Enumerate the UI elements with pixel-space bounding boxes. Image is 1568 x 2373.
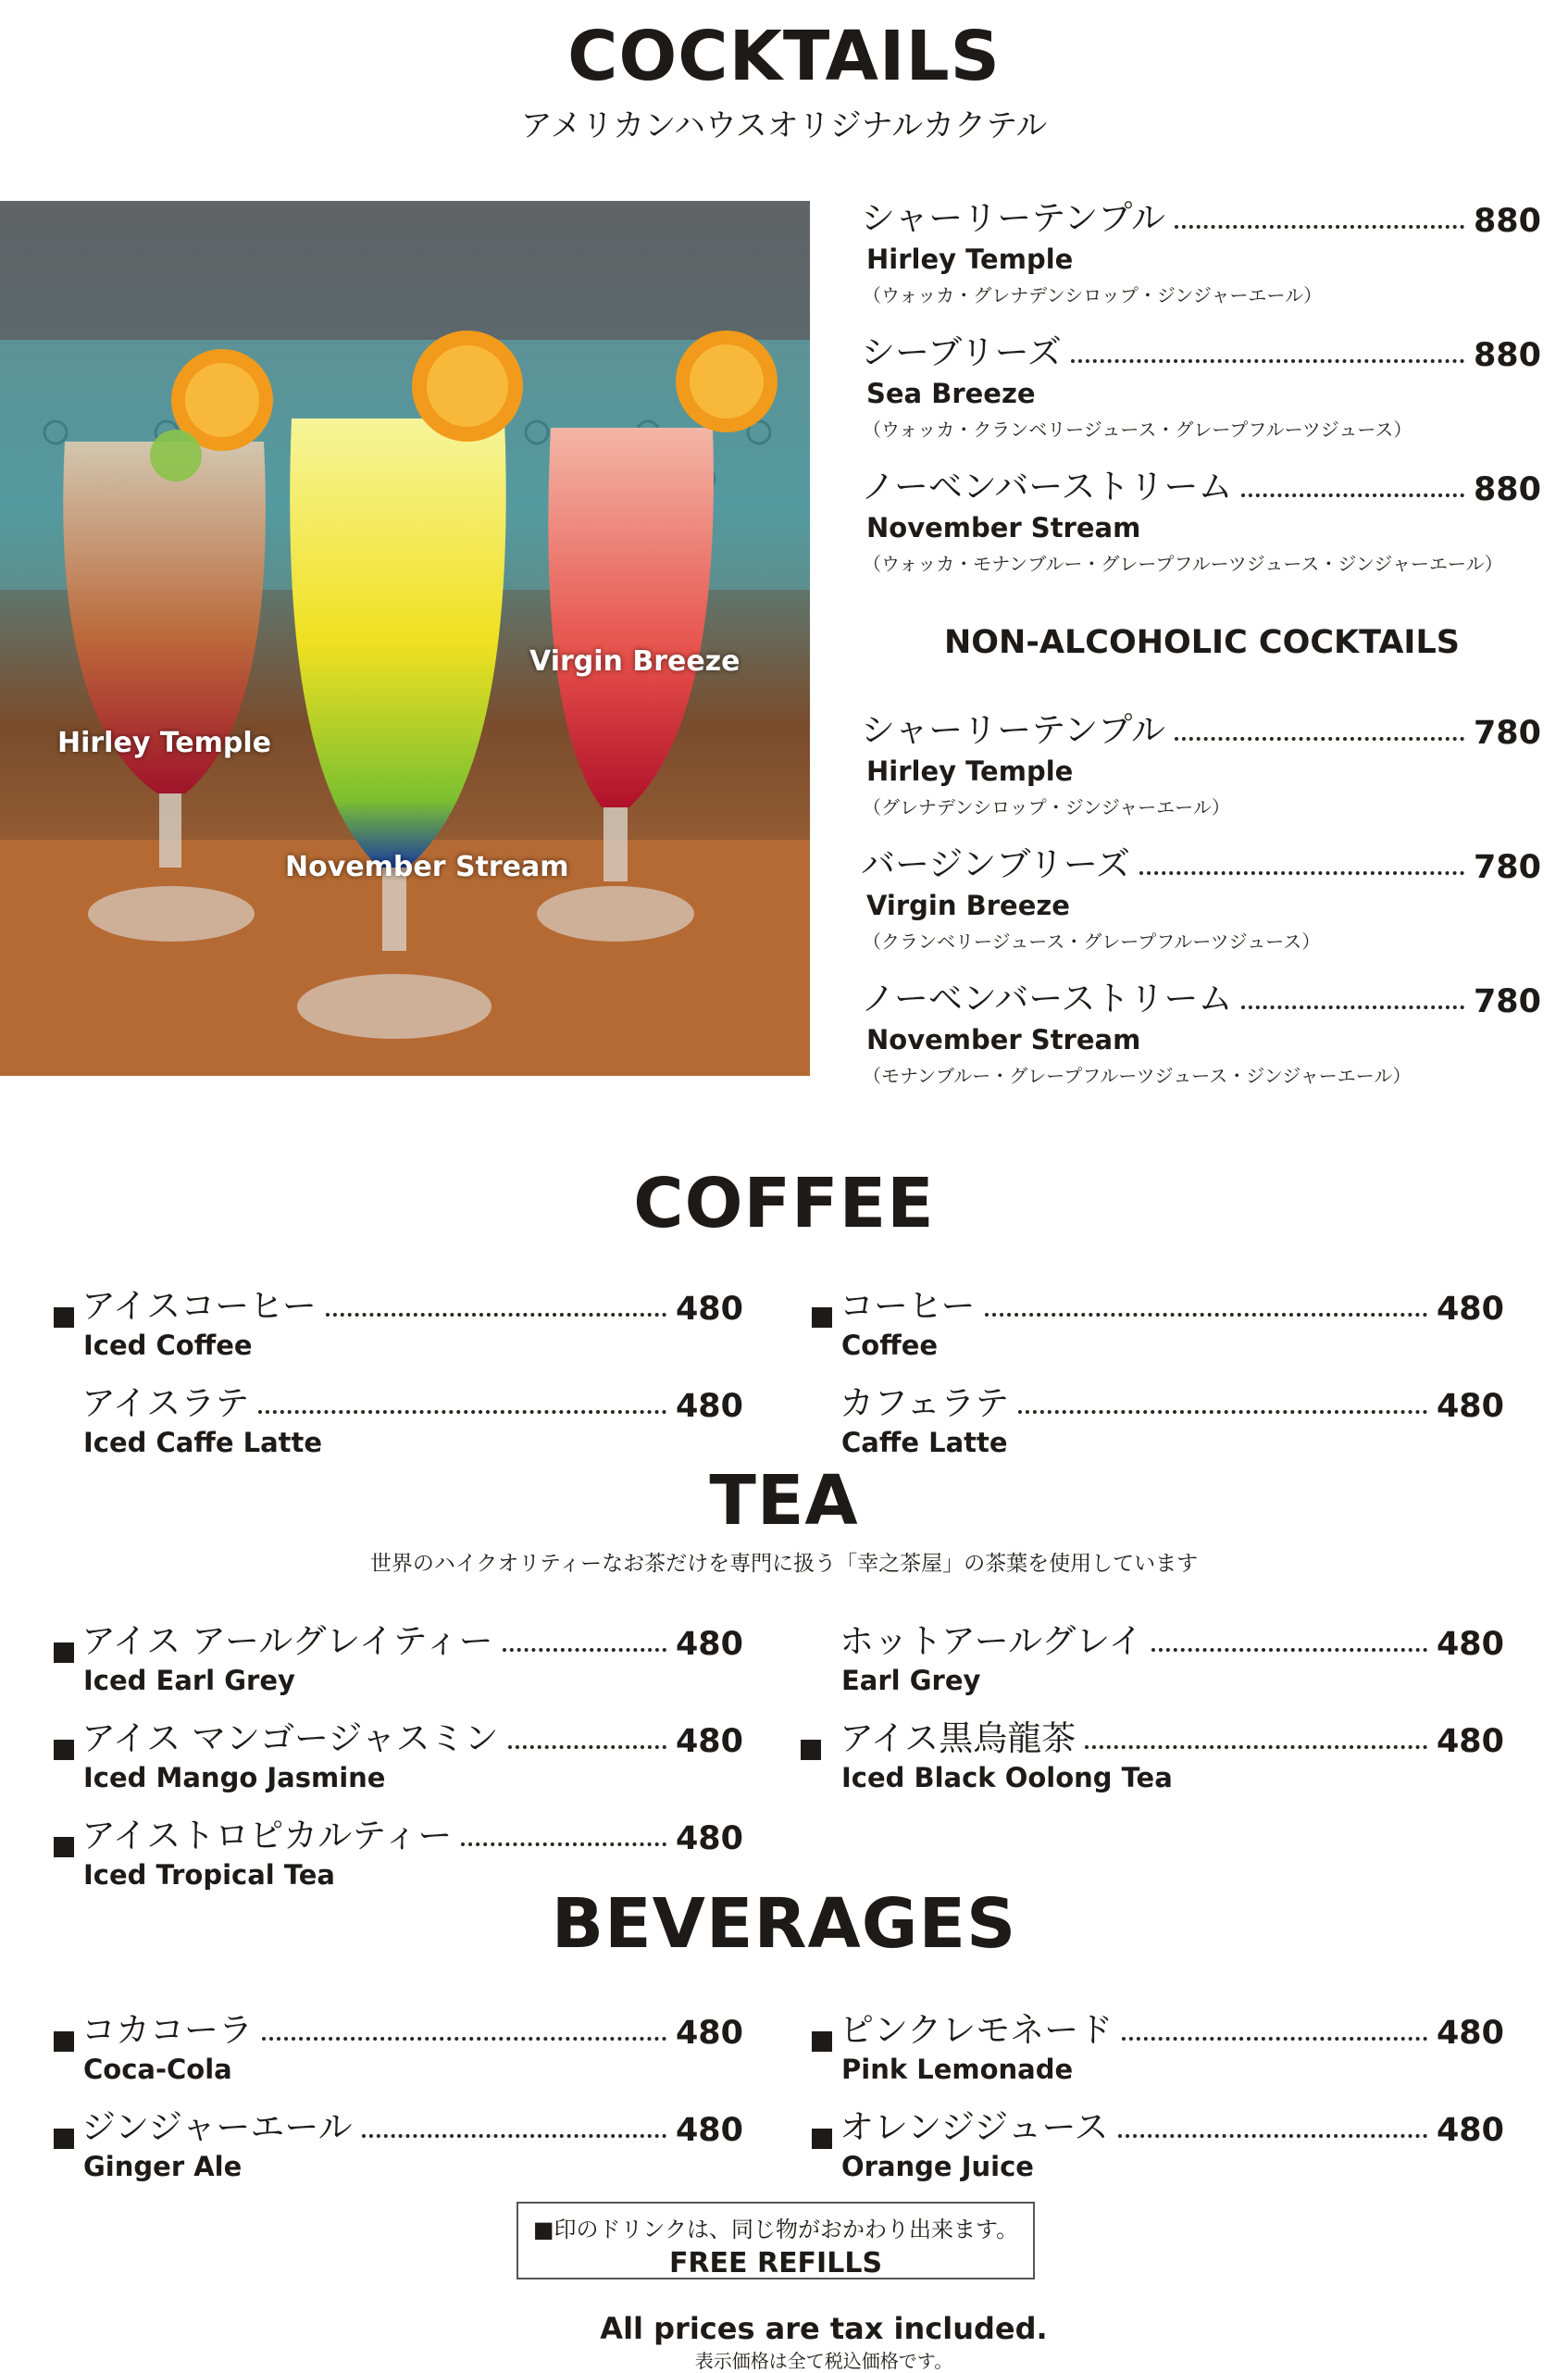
item-note: （ウォッカ・モナンブルー・グレープフルーツジュース・ジンジャーエール）: [863, 553, 1503, 575]
item-price: 880: [1473, 203, 1541, 240]
item-price: 780: [1473, 849, 1541, 886]
item-en: Orange Juice: [841, 2151, 1034, 2182]
non-alcoholic-item: [861, 970, 1541, 1088]
item-price: 480: [1436, 1723, 1504, 1760]
item-price: 480: [675, 2015, 743, 2052]
item-price: 480: [1436, 1291, 1504, 1328]
item-jp: ホットアールグレイ: [840, 1621, 1143, 1661]
item-en: Earl Grey: [841, 1665, 981, 1696]
leader-dots: [1118, 2133, 1427, 2138]
coffee-title: COFFEE: [633, 1164, 935, 1243]
item-jp: ノーベンバーストリーム: [861, 467, 1233, 506]
leader-dots: [1241, 493, 1463, 497]
cocktail-photo-illustration: [0, 201, 810, 1076]
cocktail-item: [861, 458, 1541, 576]
item-jp: アイスコーヒー: [81, 1286, 317, 1326]
item-price: 880: [1473, 471, 1541, 508]
item-jp: ピンクレモネード: [840, 2010, 1114, 2050]
leader-dots: [1241, 1005, 1463, 1009]
item-note: （モナンブルー・グレープフルーツジュース・ジンジャーエール）: [863, 1065, 1412, 1087]
coffee-item: [54, 1278, 743, 1361]
beverage-item: [54, 2002, 743, 2085]
leader-dots: [461, 1842, 666, 1846]
coffee-item: [840, 1375, 1504, 1458]
tea-item: [840, 1613, 1504, 1696]
item-jp: アイストロピカルティー: [81, 1816, 453, 1855]
beverage-item: [812, 2002, 1504, 2085]
item-en: November Stream: [866, 512, 1141, 543]
item-en: Coca-Cola: [83, 2054, 232, 2085]
item-jp: アイス黒烏龍茶: [840, 1718, 1076, 1758]
item-price: 480: [675, 1388, 743, 1425]
item-en: Hirley Temple: [866, 244, 1074, 275]
leader-dots: [503, 1647, 666, 1652]
item-en: Iced Coffee: [83, 1330, 253, 1361]
refill-mark: [54, 1307, 74, 1328]
item-price: 480: [1436, 2015, 1504, 2052]
non-alcoholic-title: NON-ALCOHOLIC COCKTAILS: [944, 624, 1460, 661]
item-en: Virgin Breeze: [866, 890, 1070, 921]
item-jp: コカコーラ: [81, 2010, 253, 2050]
beverage-item: [54, 2099, 743, 2182]
cocktails-title: COCKTAILS: [567, 17, 1001, 96]
leader-dots: [362, 2133, 666, 2138]
tax-note-jp: 表示価格は全て税込価格です。: [694, 2350, 953, 2372]
item-jp: オレンジジュース: [840, 2107, 1109, 2147]
tea-item: [54, 1710, 743, 1793]
leader-dots: [1018, 1409, 1427, 1414]
leader-dots: [985, 1312, 1427, 1317]
item-en: Iced Caffe Latte: [83, 1427, 323, 1458]
refill-mark: [54, 2031, 74, 2052]
item-en: Sea Breeze: [866, 378, 1036, 409]
leader-dots: [1071, 358, 1464, 363]
cocktail-item: [861, 190, 1541, 307]
item-note: （グレナデンシロップ・ジンジャーエール）: [863, 796, 1230, 818]
cocktails-subtitle: アメリカンハウスオリジナルカクテル: [520, 107, 1048, 144]
item-jp: コーヒー: [840, 1286, 976, 1326]
item-price: 480: [1436, 1388, 1504, 1425]
tea-subtitle: 世界のハイクオリティーなお茶だけを専門に扱う「幸之茶屋」の茶葉を使用しています: [369, 1552, 1199, 1576]
refill-mark: [812, 2031, 832, 2052]
leader-dots: [258, 1409, 666, 1414]
cocktail-photo: [0, 201, 810, 1076]
refill-mark: [54, 1642, 74, 1663]
tea-title: TEA: [709, 1461, 859, 1541]
item-en: Iced Tropical Tea: [83, 1859, 335, 1891]
item-price: 480: [1436, 2112, 1504, 2149]
photo-label-hirley-temple: Hirley Temple: [57, 727, 272, 759]
beverages-title: BEVERAGES: [551, 1884, 1017, 1964]
leader-dots: [326, 1312, 666, 1317]
item-jp: ノーベンバーストリーム: [861, 979, 1233, 1018]
photo-label-november-stream: November Stream: [285, 851, 569, 883]
item-price: 480: [675, 1820, 743, 1857]
leader-dots: [1175, 224, 1464, 229]
item-en: Iced Black Oolong Tea: [841, 1762, 1173, 1793]
item-jp: シーブリーズ: [861, 332, 1062, 372]
beverage-item: [812, 2099, 1504, 2182]
item-jp: アイス マンゴージャスミン: [81, 1718, 499, 1758]
leader-dots: [1175, 736, 1464, 741]
item-price: 480: [675, 1626, 743, 1663]
item-note: （ウォッカ・グレナデンシロップ・ジンジャーエール）: [863, 284, 1323, 306]
leader-dots: [1151, 1647, 1426, 1652]
item-jp: アイスラテ: [81, 1383, 250, 1423]
item-en: Pink Lemonade: [841, 2054, 1074, 2085]
item-price: 480: [1436, 1626, 1504, 1663]
item-en: Ginger Ale: [83, 2151, 243, 2182]
coffee-item: [812, 1278, 1504, 1361]
refill-mark: [812, 1307, 832, 1328]
refill-notice-box: [516, 2202, 1035, 2279]
refill-notice-jp: ■印のドリンクは、同じ物がおかわり出来ます。: [532, 2217, 1019, 2242]
tea-item: [54, 1613, 743, 1696]
item-price: 880: [1473, 337, 1541, 374]
item-en: Iced Earl Grey: [83, 1665, 295, 1696]
refill-mark: [54, 2129, 74, 2149]
tea-item: [801, 1710, 1504, 1793]
item-jp: シャーリーテンプル: [861, 710, 1165, 750]
photo-label-virgin-breeze: Virgin Breeze: [529, 645, 740, 678]
item-note: （ウォッカ・クランベリージュース・グレープフルーツジュース）: [863, 418, 1412, 441]
item-jp: シャーリーテンプル: [861, 198, 1165, 238]
item-price: 780: [1473, 983, 1541, 1020]
leader-dots: [1139, 870, 1464, 875]
item-en: Hirley Temple: [866, 756, 1074, 787]
item-en: Coffee: [841, 1330, 939, 1361]
item-price: 480: [675, 2112, 743, 2149]
item-jp: アイス アールグレイティー: [81, 1621, 493, 1661]
tax-note-en: All prices are tax included.: [600, 2311, 1048, 2346]
leader-dots: [1085, 1744, 1427, 1749]
cocktail-item: [861, 324, 1541, 442]
item-price: 780: [1473, 715, 1541, 752]
item-price: 480: [675, 1723, 743, 1760]
item-note: （クランベリージュース・グレープフルーツジュース）: [863, 930, 1321, 953]
item-en: November Stream: [866, 1024, 1141, 1055]
coffee-item: [81, 1375, 743, 1458]
non-alcoholic-item: [861, 836, 1541, 954]
item-en: Caffe Latte: [841, 1427, 1008, 1458]
refill-notice-en: FREE REFILLS: [668, 2247, 883, 2279]
item-price: 480: [675, 1291, 743, 1328]
leader-dots: [1122, 2036, 1427, 2041]
leader-dots: [508, 1744, 666, 1749]
item-jp: カフェラテ: [840, 1383, 1010, 1423]
refill-mark: [801, 1740, 821, 1760]
refill-mark: [812, 2129, 832, 2149]
leader-dots: [262, 2036, 666, 2041]
tea-item: [54, 1807, 743, 1891]
non-alcoholic-item: [861, 702, 1541, 819]
item-jp: ジンジャーエール: [81, 2107, 353, 2147]
item-jp: バージンブリーズ: [861, 844, 1131, 884]
refill-mark: [54, 1837, 74, 1857]
refill-mark: [54, 1740, 74, 1760]
item-en: Iced Mango Jasmine: [83, 1762, 386, 1793]
